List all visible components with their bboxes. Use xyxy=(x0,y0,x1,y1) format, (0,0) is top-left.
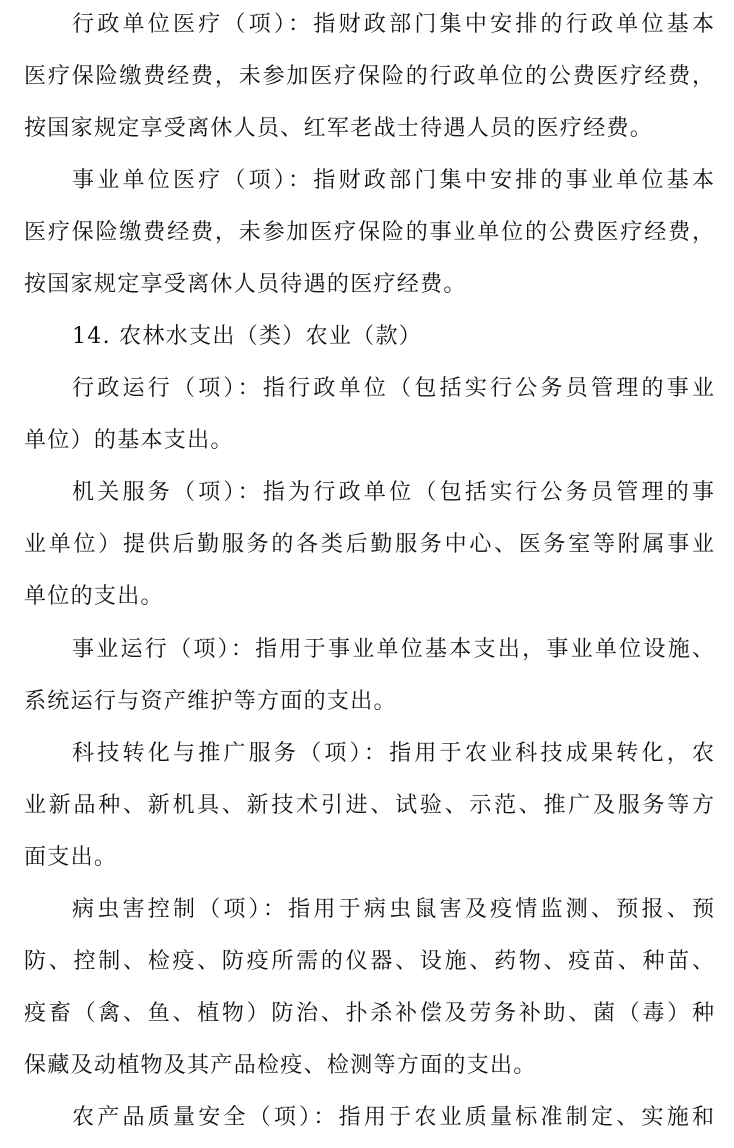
paragraph-line: 保藏及动植物及其产品检疫、检测等方面的支出。 xyxy=(24,1053,537,1078)
paragraph-line: 行政运行（项）：指行政单位（包括实行公务员管理的事业 xyxy=(72,376,714,401)
paragraph-line: 疫畜（禽、鱼、植物）防治、扑杀补偿及劳务补助、菌（毒）种 xyxy=(24,1001,714,1026)
paragraph-line: 业新品种、新机具、新技术引进、试验、示范、推广及服务等方 xyxy=(24,793,714,818)
paragraph-line: 面支出。 xyxy=(24,845,118,870)
paragraph-line: 系统运行与资产维护等方面的支出。 xyxy=(24,689,397,714)
paragraph-line: 按国家规定享受离休人员待遇的医疗经费。 xyxy=(24,272,467,297)
section-heading: 14. 农林水支出（类）农业（款） xyxy=(72,324,423,349)
paragraph-line: 机关服务（项）：指为行政单位（包括实行公务员管理的事 xyxy=(72,480,714,505)
paragraph-line: 事业单位医疗（项）：指财政部门集中安排的事业单位基本 xyxy=(72,168,714,193)
paragraph-line: 防、控制、检疫、防疫所需的仪器、设施、药物、疫苗、种苗、 xyxy=(24,949,714,974)
paragraph-line: 业单位）提供后勤服务的各类后勤服务中心、医务室等附属事业 xyxy=(24,532,714,557)
paragraph-line: 医疗保险缴费经费，未参加医疗保险的事业单位的公费医疗经费， xyxy=(24,220,714,245)
paragraph-line: 按国家规定享受离休人员、红军老战士待遇人员的医疗经费。 xyxy=(24,116,654,141)
paragraph-line: 病虫害控制（项）：指用于病虫鼠害及疫情监测、预报、预 xyxy=(72,897,714,922)
paragraph-line: 农产品质量安全（项）：指用于农业质量标准制定、实施和 xyxy=(72,1105,714,1130)
paragraph-line: 行政单位医疗（项）：指财政部门集中安排的行政单位基本 xyxy=(72,12,714,37)
paragraph-line: 医疗保险缴费经费，未参加医疗保险的行政单位的公费医疗经费， xyxy=(24,64,714,89)
paragraph-line: 科技转化与推广服务（项）：指用于农业科技成果转化，农 xyxy=(72,741,714,766)
paragraph-line: 单位的支出。 xyxy=(24,584,164,609)
paragraph-line: 事业运行（项）：指用于事业单位基本支出，事业单位设施、 xyxy=(72,637,714,662)
paragraph-line: 单位）的基本支出。 xyxy=(24,428,234,453)
